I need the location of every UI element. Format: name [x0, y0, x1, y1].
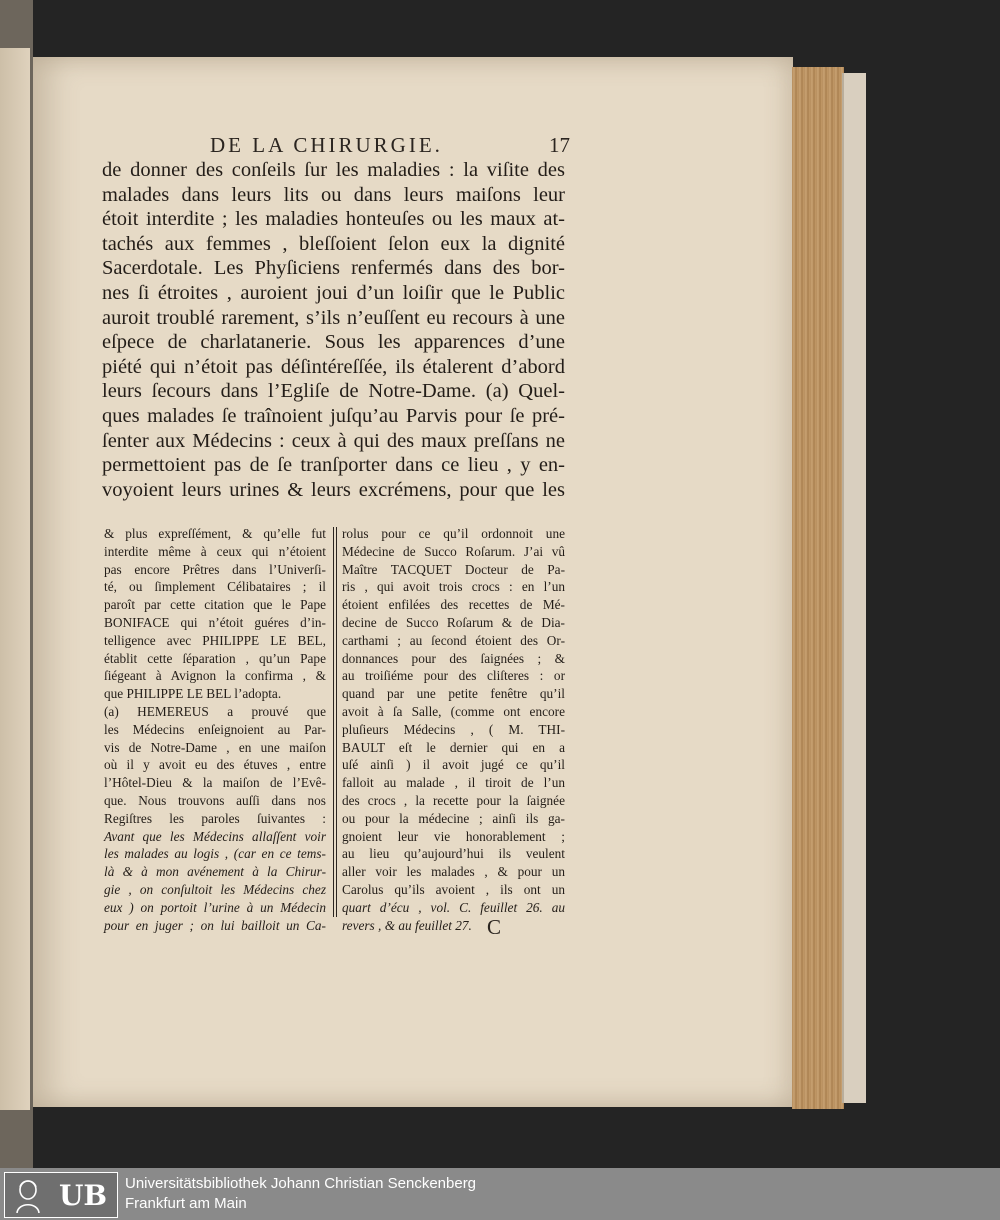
footnote-line: vis de Notre-Dame , en une maiſon	[104, 739, 326, 755]
footnote-line: interdite même à ceux qui n’étoient	[104, 543, 326, 559]
institution-line-1: Universitätsbibliothek Johann Christian Senckenberg	[125, 1175, 477, 1192]
library-footer-bar	[0, 1168, 1000, 1220]
footnote-line: eux ) on portoit l’urine à un Médecin	[104, 899, 326, 915]
footnote-line: BONIFACE qui n’étoit guéres d’in-	[104, 614, 326, 630]
page-number: 17	[549, 133, 570, 157]
footnote-line: Médecine de Succo Roſarum. J’ai vû	[342, 543, 565, 559]
footnote-line: (a) HEMEREUS a prouvé que	[104, 703, 326, 719]
page-block-fore-edge	[792, 67, 844, 1109]
main-text-line: tachés aux femmes , bleſſoient ſelon eux la dignité	[102, 232, 565, 255]
footnote-line: pluſieurs Médecins , ( M. THI-	[342, 721, 565, 737]
footnote-line: pour en juger ; on lui bailloit un Ca-	[104, 917, 326, 933]
book-cover-board	[842, 73, 866, 1103]
main-text-line: malades dans leurs lits ou dans leurs maiſons leur	[102, 183, 565, 206]
footnote-line: des crocs , la recette pour la ſaignée	[342, 792, 565, 808]
footnote-line: au lieu qu’aujourd’hui ils veulent	[342, 846, 565, 862]
footnote-line: établit cette ſéparation , qu’un Pape	[104, 650, 326, 666]
footnote-line: BAULT eſt le dernier qui en a	[342, 739, 565, 755]
main-text-line: permettoient pas de ſe tranſporter dans ce lieu , y en-	[102, 454, 565, 477]
footnote-line: gie , on conſultoit les Médecins chez	[104, 881, 326, 897]
institution-name	[125, 1174, 476, 1214]
main-text-line: leurs ſecours dans l’Egliſe de Notre-Dame. (a) Quel-	[102, 380, 565, 403]
signature-mark: C	[487, 915, 502, 939]
footnote-line: gnoient leur vie honorablement ;	[342, 828, 565, 844]
ub-logo-text: UB	[59, 1179, 108, 1212]
facing-page-edge	[0, 48, 30, 1110]
footnote-line: là & à mon avénement à la Chirur-	[104, 864, 326, 880]
footnote-line: quart d’écu , vol. C. feuillet 26. au	[342, 899, 565, 915]
footnote-line: avoit à ſa Salle, (comme ont encore	[342, 703, 565, 719]
main-text-line: auroit troublé rarement, s’ils n’euſſent eu recours à une	[102, 306, 565, 329]
main-text-line: étoit interdite ; les maladies honteuſes ou les maux at-	[102, 208, 565, 231]
footnote-line: Maître TACQUET Docteur de Pa-	[342, 561, 565, 577]
footnote-line: où il y avoit eu des étuves , entre	[104, 757, 326, 773]
running-head	[210, 133, 570, 159]
footnote-column-right	[342, 525, 565, 934]
footnote-line: quand par une petite fenêtre qu’il	[342, 686, 565, 702]
institution-line-2: Frankfurt am Main	[125, 1195, 247, 1212]
ub-logo[interactable]	[4, 1172, 118, 1218]
footnote-line: Carolus qu’ils avoient , ils ont un	[342, 881, 565, 897]
main-text-block	[102, 158, 565, 502]
footnote-line: carthami ; au ſecond étoient des Or-	[342, 632, 565, 648]
footnote-column-left	[104, 525, 326, 934]
portrait-icon	[13, 1177, 43, 1213]
main-text-line: ſenter aux Médecins : ceux à qui des maux preſſans ne	[102, 429, 565, 452]
footnote-column-divider	[333, 527, 334, 917]
footnote-line: que PHILIPPE LE BEL l’adopta.	[104, 686, 282, 702]
footnote-line: decine de Succo Roſarum & de Dia-	[342, 614, 565, 630]
footnote-line: revers , & au feuillet 27.	[342, 917, 472, 933]
main-text-line: piété qui n’étoit pas déſintéreſſée, ils étalerent d’abord	[102, 355, 565, 378]
footnote-line: uſé ainſi ) il avoit jugé ce qu’il	[342, 757, 565, 773]
footnote-line: Avant que les Médecins allaſſent voir	[104, 828, 326, 844]
footnote-line: que. Nous trouvons auſſi dans nos	[104, 792, 326, 808]
footnote-line: ſiégeant à Avignon la confirma , &	[104, 668, 326, 684]
footnote-line: au troiſiéme pour des cliſteres : or	[342, 668, 565, 684]
footnote-line: les Médecins enſeignoient au Par-	[104, 721, 326, 737]
footnote-line: aller voir les malades , & pour un	[342, 864, 565, 880]
footnote-line: & plus expreſſément, & qu’elle fut	[104, 526, 326, 541]
footnote-line: ou pour la médecine ; ainſi ils ga-	[342, 810, 565, 826]
main-text-line: nes ſi étroites , auroient joui d’un loiſir que le Public	[102, 281, 565, 304]
footnote-line: les malades au logis , (car en ce tems-	[104, 846, 326, 862]
footnote-line: donnances pour des ſaignées ; &	[342, 650, 565, 666]
footnote-line: Regiſtres les paroles ſuivantes :	[104, 810, 326, 826]
running-head-title: DE LA CHIRURGIE.	[210, 133, 443, 157]
footnote-line: falloit au malade , il tiroit de l’un	[342, 775, 565, 791]
footnote-line: étoient enfilées des recettes de Mé-	[342, 597, 565, 613]
main-text-line: ques malades ſe traînoient juſqu’au Parvis pour ſe pré-	[102, 404, 565, 427]
footnote-line: té, ou ſimplement Célibataires ; il	[104, 579, 326, 595]
main-text-line: de donner des conſeils ſur les maladies : la viſite des	[102, 159, 565, 181]
footnote-line: l’Hôtel-Dieu & la maiſon de l’Evê-	[104, 775, 326, 791]
footnote-line: pas encore Prêtres dans l’Univerſi-	[104, 561, 326, 577]
footnote-line: telligence avec PHILIPPE LE BEL,	[104, 632, 326, 648]
footnote-line: paroît par cette citation que le Pape	[104, 597, 326, 613]
footnote-line: rolus pour ce qu’il ordonnoit une	[342, 526, 565, 541]
main-text-line: eſpece de charlatanerie. Sous les apparences d’une	[102, 331, 565, 354]
footnote-line: ris , qui avoit trois crocs : en l’un	[342, 579, 565, 595]
main-text-line: voyoient leurs urines & leurs excrémens, pour que les	[102, 478, 565, 501]
main-text-line: Sacerdotale. Les Phyſiciens renfermés dans des bor-	[102, 257, 565, 280]
